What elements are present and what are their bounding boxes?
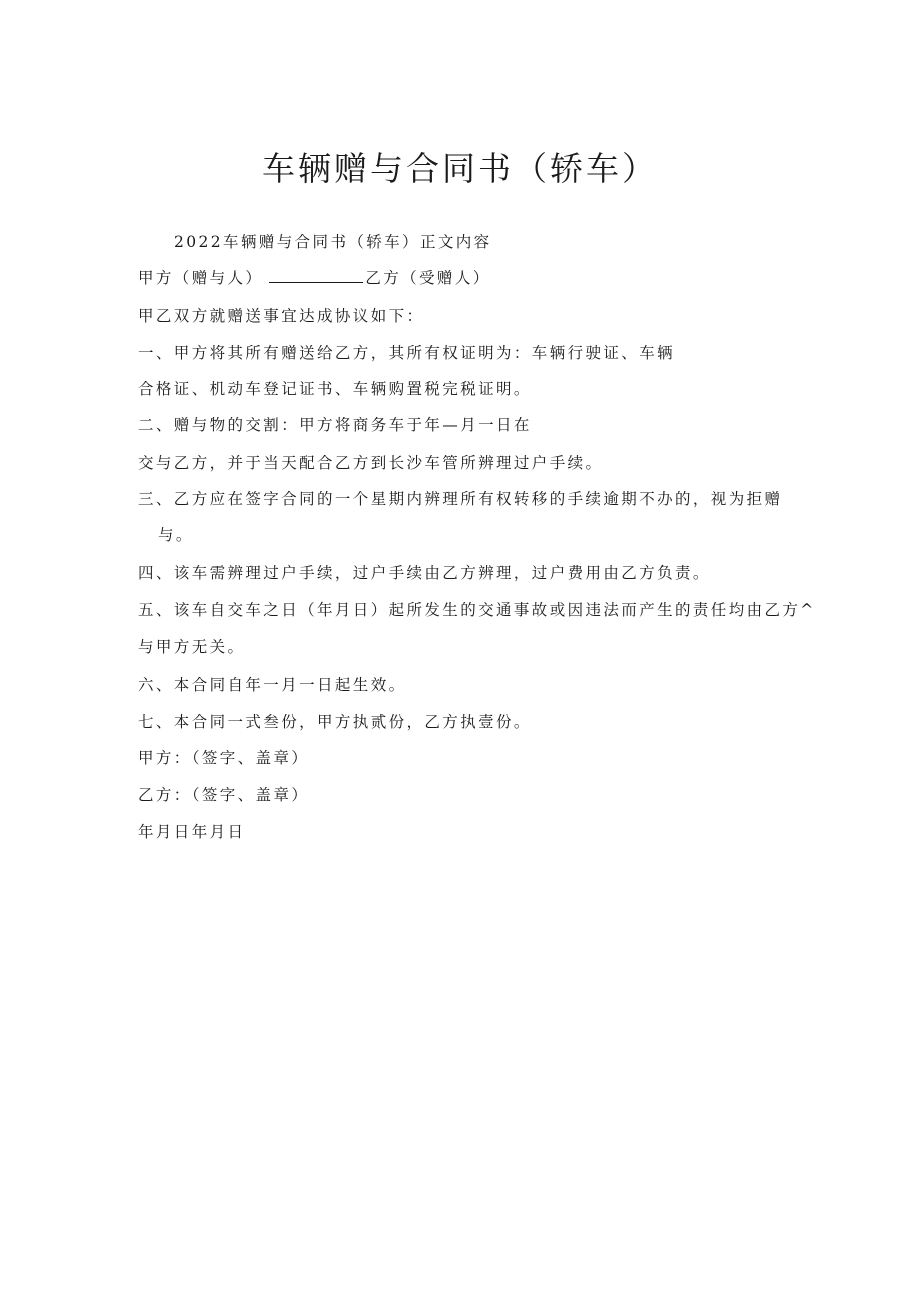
clause-line: 五、该车自交车之日（年月日）起所发生的交通事故或因违法而产生的责任均由乙方^: [138, 601, 816, 619]
clause-line: 二、赠与物的交割：甲方将商务车于年—月一日在: [138, 416, 532, 434]
clause-line: 四、该车需辨理过户手续，过户手续由乙方辨理，过户费用由乙方负责。: [138, 564, 711, 582]
clause-line: 交与乙方，并于当天配合乙方到长沙车管所辨理过户手续。: [138, 454, 604, 472]
party-b-label: 乙方（受赠人）: [365, 269, 491, 287]
clause-line: 与甲方无关。: [138, 638, 246, 656]
clause-line: 一、甲方将其所有赠送给乙方，其所有权证明为：车辆行驶证、车辆: [138, 344, 676, 362]
signature-party-a: 甲方：（签字、盖章）: [138, 749, 310, 767]
party-a-blank: [269, 270, 363, 283]
document-subtitle: 2022车辆赠与合同书（轿车）正文内容: [174, 233, 492, 251]
clause-line: 六、本合同自年一月一日起生效。: [138, 676, 407, 694]
signature-party-b: 乙方：（签字、盖章）: [138, 786, 310, 804]
intro-text: 甲乙双方就赠送事宜达成协议如下：: [138, 307, 425, 325]
clause-line: 与。: [158, 526, 194, 544]
clause-line: 合格证、机动车登记证书、车辆购置税完税证明。: [138, 380, 532, 398]
signature-dates: 年月日年月日: [138, 823, 246, 841]
document-title: 车辆赠与合同书（轿车）: [262, 149, 658, 188]
party-a-label: 甲方（赠与人）: [138, 269, 264, 287]
clause-line: 七、本合同一式叁份，甲方执贰份，乙方执壹份。: [138, 713, 532, 731]
clause-line: 三、乙方应在签字合同的一个星期内辨理所有权转移的手续逾期不办的，视为拒赠: [138, 490, 783, 508]
party-line: [138, 268, 491, 288]
